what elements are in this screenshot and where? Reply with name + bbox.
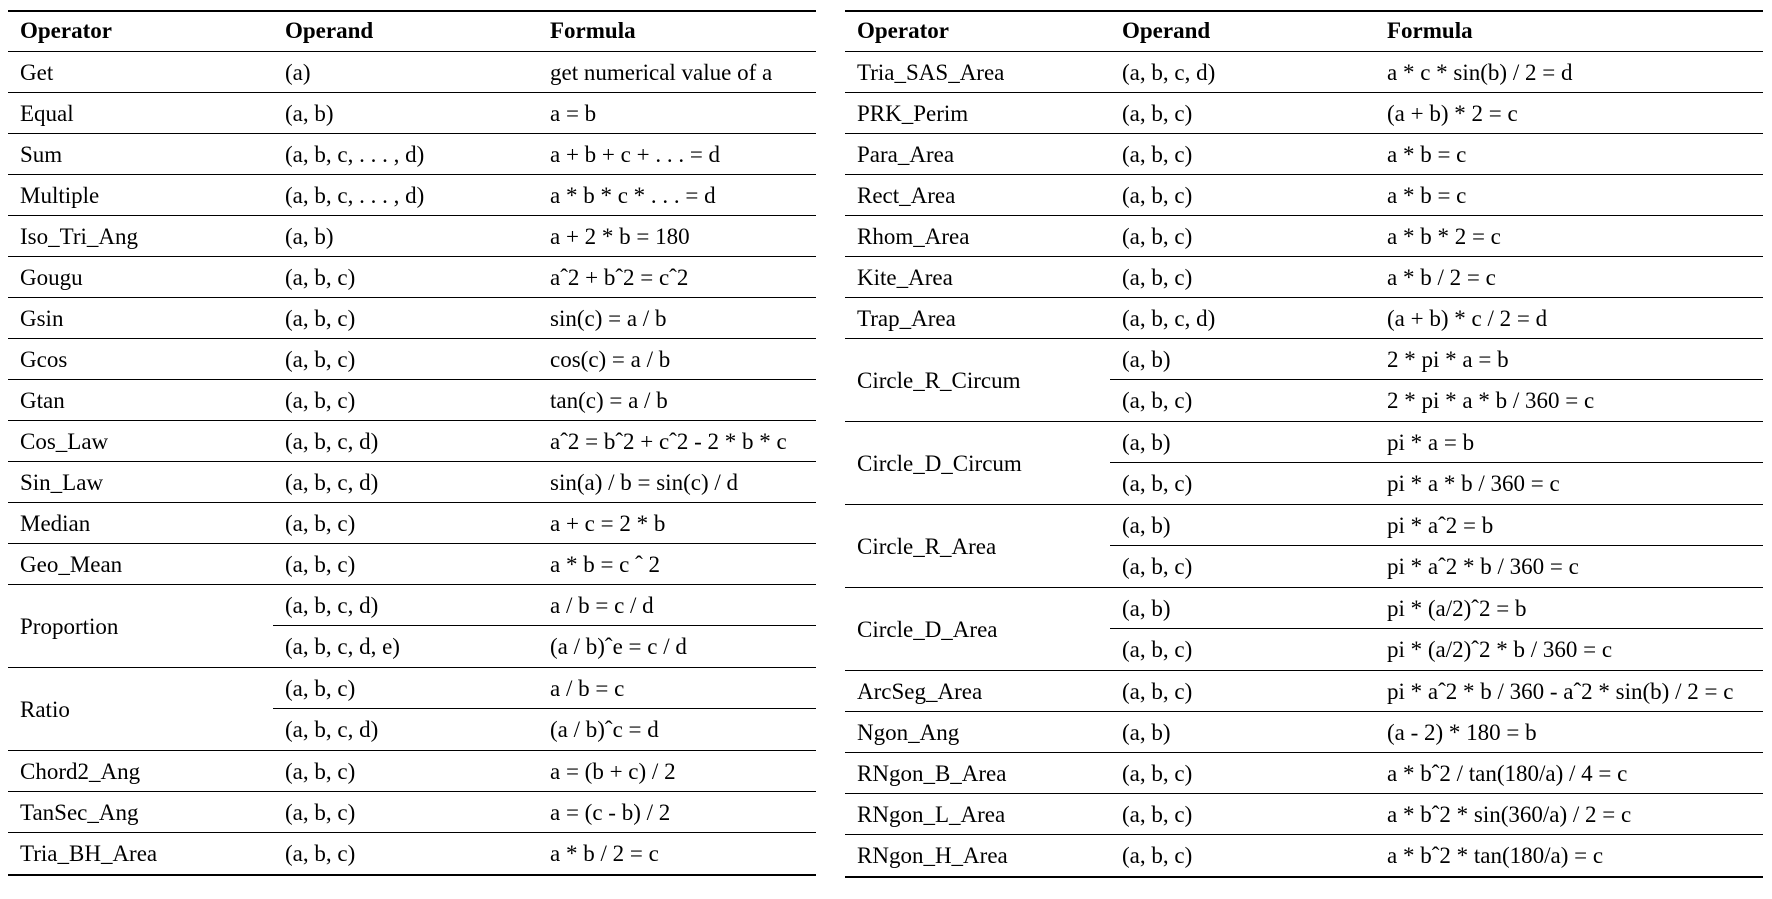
- operator-cell: Trap_Area: [857, 306, 956, 331]
- table-row: [845, 257, 1763, 298]
- operator-cell: Sin_Law: [20, 470, 104, 495]
- operator-cell: RNgon_B_Area: [857, 761, 1007, 786]
- sub-row: [273, 668, 816, 709]
- table-row: [8, 833, 816, 874]
- table-row-group: [845, 588, 1763, 671]
- table-row: [8, 462, 816, 503]
- formula-cell: a = (b + c) / 2: [550, 759, 676, 784]
- table-row: [845, 794, 1763, 835]
- formula-cell: (a + b) * 2 = c: [1387, 101, 1518, 126]
- table-row: [8, 134, 816, 175]
- table-row-group: [8, 668, 816, 751]
- formula-cell: a * b / 2 = c: [1387, 265, 1496, 290]
- operand-cell: (a, b, c, d): [285, 593, 379, 618]
- sub-rows: [273, 585, 816, 667]
- table-bottom-rule: [845, 876, 1763, 878]
- formula-cell: a * bˆ2 / tan(180/a) / 4 = c: [1387, 761, 1628, 786]
- operator-table-right: [845, 10, 1763, 878]
- operator-cell: Equal: [20, 101, 74, 126]
- table-row: [8, 421, 816, 462]
- operand-cell: (a, b, c): [285, 800, 356, 825]
- operator-cell: Sum: [20, 142, 63, 167]
- operand-cell: (a, b): [1122, 513, 1171, 538]
- formula-cell: a + b + c + . . . = d: [550, 142, 721, 167]
- sub-row: [273, 585, 816, 626]
- formula-cell: a + 2 * b = 180: [550, 224, 690, 249]
- operand-cell: (a, b): [1122, 430, 1171, 455]
- formula-cell: (a - 2) * 180 = b: [1387, 720, 1537, 745]
- operator-cell: Get: [20, 60, 54, 85]
- operand-cell: (a, b): [285, 101, 334, 126]
- formula-cell: pi * aˆ2 = b: [1387, 513, 1494, 538]
- operator-cell: Geo_Mean: [20, 552, 123, 577]
- operand-cell: (a, b, c): [1122, 388, 1193, 413]
- operand-cell: (a, b, c): [285, 552, 356, 577]
- formula-cell: get numerical value of a: [550, 60, 773, 85]
- operator-cell: Ngon_Ang: [857, 720, 960, 745]
- operand-cell: (a, b, c): [285, 676, 356, 701]
- operand-cell: (a, b, c): [1122, 471, 1193, 496]
- sub-row: [1110, 588, 1763, 629]
- operand-cell: (a, b): [1122, 720, 1171, 745]
- table-row: [8, 257, 816, 298]
- formula-cell: (a / b)ˆe = c / d: [550, 634, 687, 659]
- sub-row: [1110, 463, 1763, 504]
- header-operand: Operand: [1122, 18, 1211, 43]
- operator-cell: Circle_R_Circum: [857, 367, 1021, 393]
- table-row: [845, 298, 1763, 339]
- table-row: [8, 544, 816, 585]
- table-row: [845, 712, 1763, 753]
- formula-cell: aˆ2 + bˆ2 = cˆ2: [550, 265, 689, 290]
- table-body: [8, 52, 816, 874]
- operator-cell: Para_Area: [857, 142, 955, 167]
- operator-cell: Multiple: [20, 183, 100, 208]
- formula-cell: pi * aˆ2 * b / 360 = c: [1387, 554, 1579, 579]
- operand-cell: (a, b, c): [1122, 637, 1193, 662]
- formula-cell: cos(c) = a / b: [550, 347, 671, 372]
- operator-cell: RNgon_L_Area: [857, 802, 1006, 827]
- operator-cell: Circle_D_Area: [857, 616, 998, 642]
- formula-cell: tan(c) = a / b: [550, 388, 668, 413]
- formula-cell: pi * aˆ2 * b / 360 - aˆ2 * sin(b) / 2 = c: [1387, 679, 1734, 704]
- formula-cell: a * b = c ˆ 2: [550, 552, 661, 577]
- header-operator: Operator: [20, 18, 112, 43]
- formula-cell: sin(a) / b = sin(c) / d: [550, 470, 738, 495]
- operand-cell: (a, b, c): [285, 841, 356, 866]
- sub-rows: [1110, 588, 1763, 670]
- operand-cell: (a, b, c, d, e): [285, 634, 400, 659]
- table-row: [8, 216, 816, 257]
- operand-cell: (a, b, c): [285, 265, 356, 290]
- operator-cell: Circle_D_Circum: [857, 450, 1022, 476]
- table-row: [8, 792, 816, 833]
- operand-cell: (a, b, c): [285, 511, 356, 536]
- operand-cell: (a, b, c): [285, 347, 356, 372]
- operator-cell: RNgon_H_Area: [857, 843, 1008, 868]
- formula-cell: (a + b) * c / 2 = d: [1387, 306, 1548, 331]
- operator-cell: Gougu: [20, 265, 83, 290]
- table-row: [8, 751, 816, 792]
- operator-cell: Kite_Area: [857, 265, 953, 290]
- operand-cell: (a): [285, 60, 311, 85]
- table-row: [8, 52, 816, 93]
- sub-rows: [1110, 422, 1763, 504]
- header-formula: Formula: [550, 18, 636, 43]
- operator-cell: ArcSeg_Area: [857, 679, 983, 704]
- sub-rows: [1110, 339, 1763, 421]
- formula-cell: a * b * c * . . . = d: [550, 183, 716, 208]
- table-row: [845, 93, 1763, 134]
- formula-cell: pi * a * b / 360 = c: [1387, 471, 1560, 496]
- formula-cell: a / b = c: [550, 676, 625, 701]
- table-row: [8, 339, 816, 380]
- table-row: [8, 298, 816, 339]
- formula-cell: a * b = c: [1387, 142, 1467, 167]
- sub-row: [273, 626, 816, 667]
- header-operand: Operand: [285, 18, 374, 43]
- formula-cell: a + c = 2 * b: [550, 511, 666, 536]
- formula-cell: pi * (a/2)ˆ2 * b / 360 = c: [1387, 637, 1613, 662]
- table-row: [8, 503, 816, 544]
- table-bottom-rule: [8, 874, 816, 876]
- header-operator: Operator: [857, 18, 949, 43]
- operand-cell: (a, b, c): [1122, 183, 1193, 208]
- sub-row: [1110, 380, 1763, 421]
- formula-cell: a * c * sin(b) / 2 = d: [1387, 60, 1573, 85]
- operator-cell: Median: [20, 511, 91, 536]
- table-row-group: [845, 505, 1763, 588]
- operator-cell: Circle_R_Area: [857, 533, 997, 559]
- operand-cell: (a, b, c): [1122, 142, 1193, 167]
- operator-cell: Rect_Area: [857, 183, 956, 208]
- operand-cell: (a, b, c): [1122, 679, 1193, 704]
- operand-cell: (a, b, c, d): [285, 470, 379, 495]
- formula-cell: pi * (a/2)ˆ2 = b: [1387, 596, 1527, 621]
- operator-cell: Proportion: [20, 613, 119, 639]
- operator-cell: Gsin: [20, 306, 64, 331]
- operand-cell: (a, b, c): [1122, 761, 1193, 786]
- table-row: [845, 753, 1763, 794]
- table-header-row: [8, 12, 816, 52]
- formula-cell: a * b * 2 = c: [1387, 224, 1501, 249]
- operator-cell: TanSec_Ang: [20, 800, 139, 825]
- operand-cell: (a, b, c): [1122, 101, 1193, 126]
- operator-cell: Rhom_Area: [857, 224, 970, 249]
- operand-cell: (a, b): [1122, 347, 1171, 372]
- operator-cell: Ratio: [20, 696, 70, 722]
- operand-cell: (a, b, c, d): [1122, 60, 1216, 85]
- table-row: [8, 175, 816, 216]
- operator-cell: Gtan: [20, 388, 65, 413]
- table-row-group: [845, 339, 1763, 422]
- sub-row: [1110, 629, 1763, 670]
- operand-cell: (a, b, c, d): [285, 429, 379, 454]
- formula-cell: (a / b)ˆc = d: [550, 717, 659, 742]
- operand-cell: (a, b, c): [1122, 265, 1193, 290]
- table-row: [845, 671, 1763, 712]
- table-row: [845, 134, 1763, 175]
- table-header-row: [845, 12, 1763, 52]
- sub-row: [1110, 339, 1763, 380]
- formula-cell: a * bˆ2 * sin(360/a) / 2 = c: [1387, 802, 1632, 827]
- sub-row: [1110, 505, 1763, 546]
- table-row: [845, 175, 1763, 216]
- operator-cell: Tria_BH_Area: [20, 841, 158, 866]
- operator-cell: Gcos: [20, 347, 68, 372]
- operator-cell: Tria_SAS_Area: [857, 60, 1005, 85]
- table-row-group: [8, 585, 816, 668]
- formula-cell: 2 * pi * a = b: [1387, 347, 1509, 372]
- table-row: [8, 380, 816, 421]
- operand-cell: (a, b, c): [1122, 802, 1193, 827]
- operand-cell: (a, b, c): [285, 388, 356, 413]
- sub-row: [1110, 546, 1763, 587]
- operand-cell: (a, b, c, d): [1122, 306, 1216, 331]
- formula-cell: a = b: [550, 101, 597, 126]
- operator-table-left: [8, 10, 816, 876]
- operator-cell: Chord2_Ang: [20, 759, 141, 784]
- sub-row: [1110, 422, 1763, 463]
- operand-cell: (a, b): [1122, 596, 1171, 621]
- formula-cell: aˆ2 = bˆ2 + cˆ2 - 2 * b * c: [550, 429, 787, 454]
- formula-cell: 2 * pi * a * b / 360 = c: [1387, 388, 1595, 413]
- formula-cell: a * b = c: [1387, 183, 1467, 208]
- sub-rows: [273, 668, 816, 750]
- sub-rows: [1110, 505, 1763, 587]
- operand-cell: (a, b, c, d): [285, 717, 379, 742]
- formula-cell: sin(c) = a / b: [550, 306, 667, 331]
- formula-cell: a = (c - b) / 2: [550, 800, 671, 825]
- table-row: [845, 216, 1763, 257]
- table-row: [8, 93, 816, 134]
- table-row: [845, 52, 1763, 93]
- header-formula: Formula: [1387, 18, 1473, 43]
- operand-cell: (a, b, c): [285, 306, 356, 331]
- formula-cell: pi * a = b: [1387, 430, 1475, 455]
- operand-cell: (a, b, c): [1122, 554, 1193, 579]
- operator-cell: Iso_Tri_Ang: [20, 224, 139, 249]
- formula-cell: a * b / 2 = c: [550, 841, 659, 866]
- operator-cell: Cos_Law: [20, 429, 109, 454]
- operand-cell: (a, b, c): [1122, 224, 1193, 249]
- operand-cell: (a, b, c, . . . , d): [285, 142, 425, 167]
- operand-cell: (a, b, c): [285, 759, 356, 784]
- formula-cell: a / b = c / d: [550, 593, 654, 618]
- operand-cell: (a, b, c, . . . , d): [285, 183, 425, 208]
- sub-row: [273, 709, 816, 750]
- operator-cell: PRK_Perim: [857, 101, 969, 126]
- operand-cell: (a, b): [285, 224, 334, 249]
- formula-cell: a * bˆ2 * tan(180/a) = c: [1387, 843, 1604, 868]
- table-row-group: [845, 422, 1763, 505]
- table-row: [845, 835, 1763, 876]
- table-body: [845, 52, 1763, 876]
- operand-cell: (a, b, c): [1122, 843, 1193, 868]
